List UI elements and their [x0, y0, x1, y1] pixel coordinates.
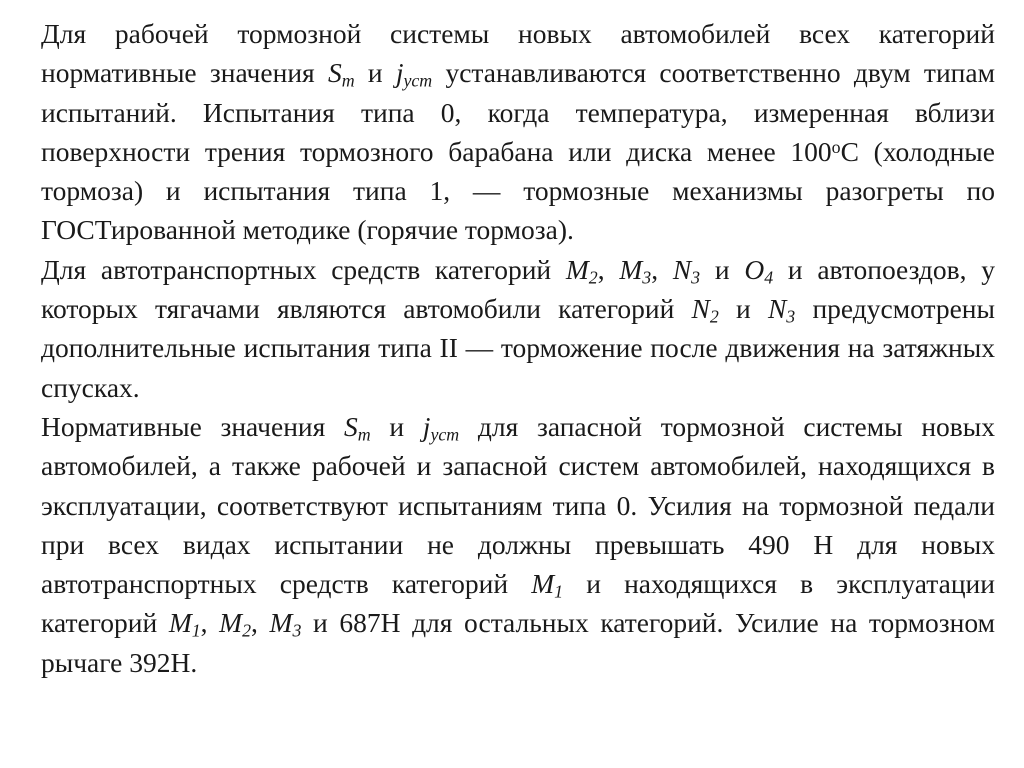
text-run: Для рабочей тормозной системы новых автомобилей всех категорий нормативные значения [41, 18, 995, 89]
text-run: С (холодные тормоза) и испытания типа 1, — тормозные механизмы разогреты по ГОСТированной методике (горячие тормоза). [41, 135, 995, 246]
text-run: , [200, 607, 220, 639]
math-symbol: N [691, 293, 710, 325]
text-run: и находящихся в эксплуатации категорий [41, 568, 995, 639]
subscript: 4 [764, 267, 774, 288]
text-run: предусмотрены дополнительные испытания типа II — торможение после движения на затяжных спусках. [41, 293, 995, 403]
text-run: для запасной тормозной системы новых автомобилей, а также рабочей и запасной систем автомобилей, находящихся в эксплуатации, соответствуют испытаниям типа 0. Усилия на тормозной педали при всех видах испытании не должны превышать 490 Н для новых автотранспортных средств категорий [41, 410, 995, 600]
superscript: о [831, 136, 841, 157]
math-symbol: М [531, 568, 555, 600]
text-run: и [354, 57, 396, 89]
subscript: 1 [554, 581, 564, 602]
subscript: уст [430, 424, 460, 445]
subscript: т [341, 70, 355, 91]
text-run: Нормативные значения [41, 410, 344, 442]
math-symbol: М [219, 607, 243, 639]
math-symbol: N [767, 293, 787, 325]
subscript: т [357, 424, 371, 445]
subscript: 3 [292, 620, 302, 641]
text-run: и автопоездов, у которых тягачами являются автомобили категорий [41, 253, 996, 325]
subscript: 3 [786, 306, 796, 327]
math-symbol: М [619, 253, 643, 285]
subscript: 3 [691, 267, 701, 288]
text-run: , [651, 253, 673, 285]
paragraph-service-brake-tests [41, 14, 995, 250]
subscript: 2 [242, 620, 252, 641]
text-run: и [700, 253, 745, 285]
text-run: и [370, 410, 423, 442]
math-symbol: j [422, 410, 431, 442]
math-symbol: М [565, 253, 589, 285]
text-run: устанавливаются соответственно двум типам испытаний. Испытания типа 0, когда температура, измеренная вблизи поверхности трения тормозного барабана или диска менее 100 [41, 57, 995, 167]
subscript: 1 [191, 620, 201, 641]
math-symbol: М [168, 607, 192, 639]
math-symbol: j [395, 57, 404, 89]
subscript: 2 [588, 267, 598, 288]
subscript: 2 [709, 306, 719, 327]
text-run: , [597, 253, 620, 285]
subscript: уст [403, 70, 433, 91]
math-symbol: N [672, 253, 692, 285]
text-run: Для автотранспортных средств категорий [41, 253, 566, 285]
math-symbol: S [344, 410, 358, 442]
math-symbol: О [744, 253, 765, 285]
paragraph-type-ii-tests [41, 250, 995, 407]
paragraph-pedal-force-limits [41, 407, 995, 682]
text-run: , [251, 607, 270, 639]
math-symbol: S [327, 57, 342, 89]
math-symbol: М [269, 607, 293, 639]
text-run: и 687Н для остальных категорий. Усилие на тормозном рычаге 392Н. [41, 607, 995, 678]
text-run: и [718, 293, 768, 325]
subscript: 3 [642, 267, 652, 288]
document-body [41, 14, 995, 682]
